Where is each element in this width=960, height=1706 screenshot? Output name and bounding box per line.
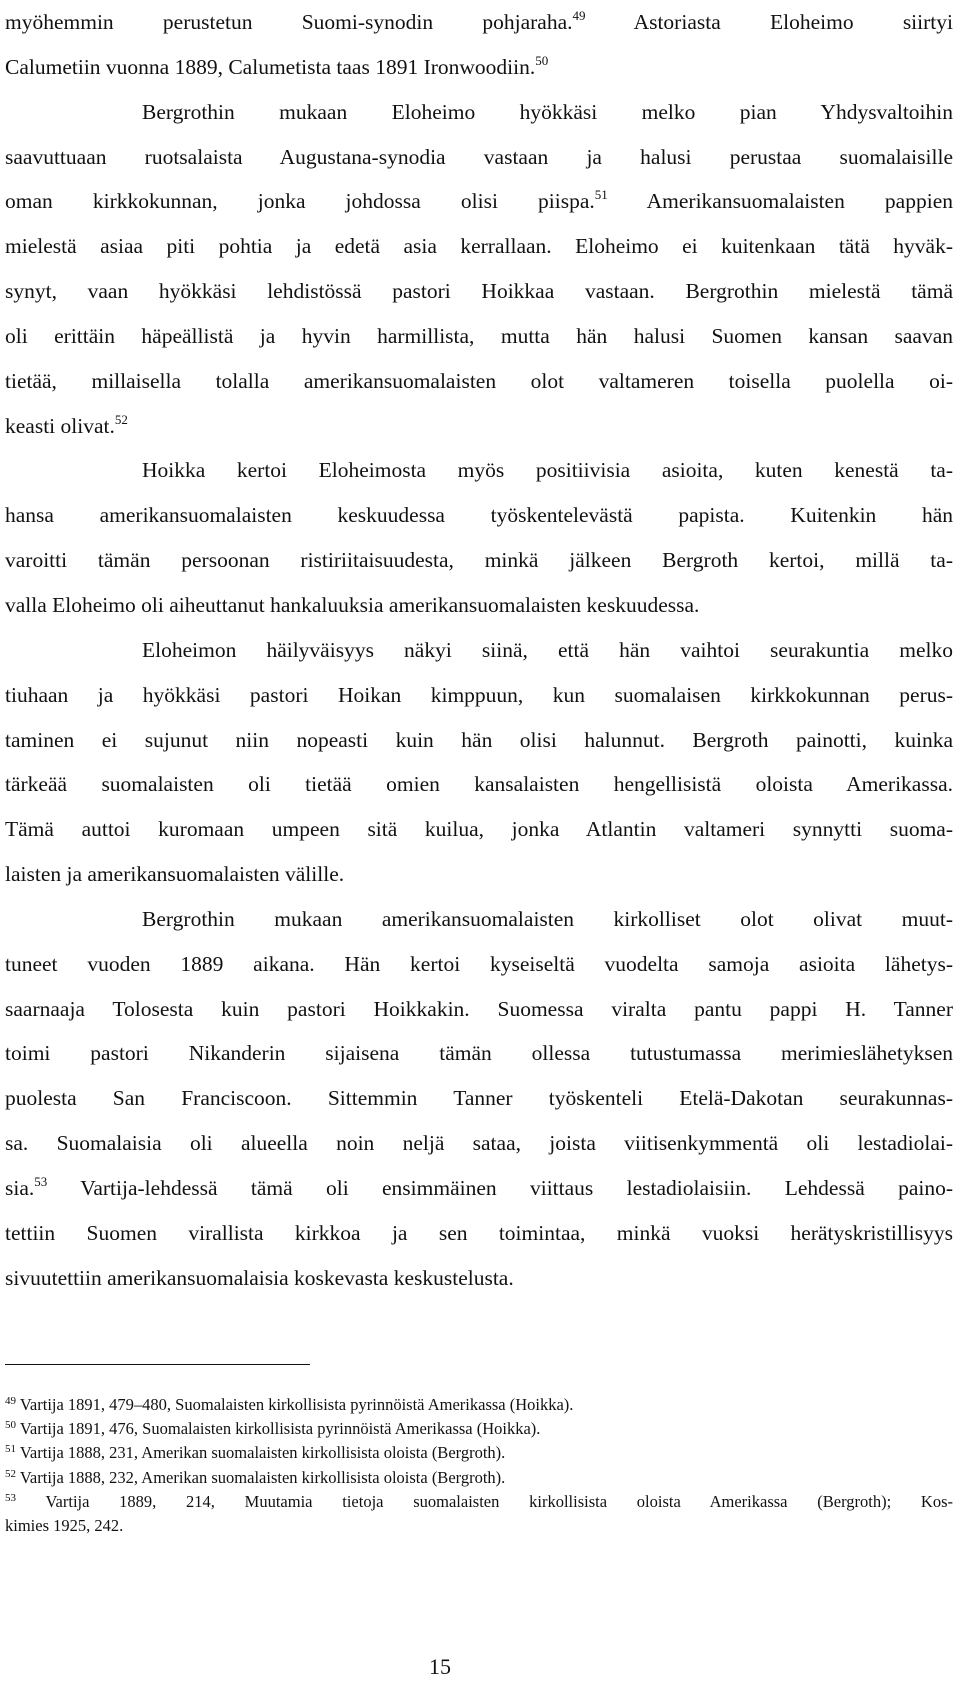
footnote-text: Vartija 1889, 214, Muutamia tietoja suomalaisten kirkollisista oloista Amerikassa (Bergroth); Kos-	[45, 1491, 953, 1511]
text-line	[5, 583, 953, 628]
footnote-53	[5, 1514, 953, 1538]
footnote-number: 49	[5, 1395, 16, 1407]
text-segment: saarnaaja Tolosesta kuin pastori Hoikkakin. Suomessa viralta pantu pappi H. Tanner	[5, 996, 953, 1021]
text-line	[5, 1031, 953, 1076]
text-line	[5, 852, 953, 897]
text-line	[5, 1256, 953, 1301]
footnote-number: 52	[5, 1467, 16, 1480]
footnote-49	[5, 1393, 953, 1417]
text-segment: Eloheimon häilyväisyys näkyi siinä, että hän vaihtoi seurakuntia melko	[142, 637, 953, 662]
footnote-51	[5, 1441, 953, 1465]
text-segment: valla Eloheimo oli aiheuttanut hankaluuksia amerikansuomalaisten keskuudessa.	[5, 592, 700, 617]
text-segment: Bergrothin mukaan amerikansuomalaisten kirkolliset olot olivat muut-	[142, 906, 953, 931]
text-line	[5, 1121, 953, 1166]
text-line	[5, 897, 953, 942]
text-line	[5, 314, 953, 359]
footnote-text: Vartija 1891, 479–480, Suomalaisten kirkollisista pyrinnöistä Amerikassa (Hoikka).	[19, 1395, 574, 1414]
text-line	[5, 0, 953, 45]
text-line	[5, 538, 953, 583]
text-segment: keasti olivat.	[5, 413, 115, 438]
footnote-separator	[5, 1364, 310, 1365]
footnote-text: kimies 1925, 242.	[5, 1515, 124, 1535]
footnote-reference[interactable]: 49	[572, 8, 586, 23]
text-line	[5, 987, 953, 1032]
text-line	[5, 1211, 953, 1256]
text-segment: myöhemmin perustetun Suomi-synodin pohjaraha.	[5, 10, 573, 34]
text-segment: sivuutettiin amerikansuomalaisia koskevasta keskustelusta.	[5, 1265, 514, 1290]
footnote-53	[5, 1490, 953, 1514]
text-segment: toimi pastori Nikanderin sijaisena tämän ollessa tutustumassa merimieslähetyksen	[5, 1041, 953, 1066]
text-segment: mielestä asiaa piti pohtia ja edetä asia kerrallaan. Eloheimo ei kuitenkaan tätä hyväk-	[5, 234, 953, 259]
text-segment: tettiin Suomen virallista kirkkoa ja sen toimintaa, minkä vuoksi herätyskristillisyys	[5, 1220, 953, 1245]
page-number: 15	[429, 1654, 451, 1679]
footnote-52	[5, 1466, 953, 1490]
footnote-reference[interactable]: 53	[34, 1173, 48, 1189]
text-line	[5, 1166, 953, 1211]
text-segment: puolesta San Franciscoon. Sittemmin Tanner työskenteli Etelä-Dakotan seurakunnas-	[5, 1086, 953, 1111]
text-line	[5, 493, 953, 538]
text-segment: tärkeää suomalaisten oli tietää omien kansalaisten hengellisistä oloista Amerikassa.	[5, 772, 953, 797]
text-segment: tuneet vuoden 1889 aikana. Hän kertoi kyseiseltä vuodelta samoja asioita lähetys-	[5, 951, 953, 976]
footnote-number: 53	[5, 1491, 16, 1504]
text-line	[5, 269, 953, 314]
footnotes	[5, 1393, 953, 1538]
text-segment: Astoriasta Eloheimo siirtyi	[585, 10, 953, 34]
text-segment: sia.	[5, 1175, 35, 1200]
text-segment: saavuttuaan ruotsalaista Augustana-synodia vastaan ja halusi perustaa suomalaisille	[5, 144, 953, 169]
footnote-reference[interactable]: 50	[535, 52, 549, 68]
text-line	[5, 1076, 953, 1121]
text-segment: taminen ei sujunut niin nopeasti kuin hän olisi halunnut. Bergroth painotti, kuinka	[5, 727, 953, 752]
text-line	[5, 359, 953, 404]
footnote-50	[5, 1417, 953, 1441]
text-line	[5, 224, 953, 269]
text-segment: laisten ja amerikansuomalaisten välille.	[5, 862, 345, 887]
footnote-text: Vartija 1888, 232, Amerikan suomalaisten kirkollisista oloista (Bergroth).	[19, 1467, 506, 1487]
text-line	[5, 807, 953, 852]
footnote-text: Vartija 1888, 231, Amerikan suomalaisten kirkollisista oloista (Bergroth).	[19, 1443, 506, 1463]
text-line	[5, 762, 953, 807]
text-segment: varoitti tämän persoonan ristiriitaisuudesta, minkä jälkeen Bergroth kertoi, millä ta-	[5, 548, 953, 573]
text-segment: Hoikka kertoi Eloheimosta myös positiivisia asioita, kuten kenestä ta-	[142, 458, 953, 483]
text-segment: sa. Suomalaisia oli alueella noin neljä sataa, joista viitisenkymmentä oli lestadiolai-	[5, 1131, 953, 1156]
footnote-reference[interactable]: 52	[114, 411, 128, 427]
text-line	[5, 628, 953, 673]
footnote-text: Vartija 1891, 476, Suomalaisten kirkollisista pyrinnöistä Amerikassa (Hoikka).	[19, 1419, 541, 1439]
text-line	[5, 404, 953, 449]
footnote-reference[interactable]: 51	[594, 187, 608, 203]
text-line	[5, 673, 953, 718]
text-line	[5, 942, 953, 987]
text-segment: Tämä auttoi kuromaan umpeen sitä kuilua, jonka Atlantin valtameri synnytti suoma-	[5, 817, 953, 842]
text-segment: Vartija-lehdessä tämä oli ensimmäinen viittaus lestadiolaisiin. Lehdessä paino-	[47, 1175, 953, 1200]
footnote-number: 50	[5, 1419, 16, 1432]
text-segment: tietää, millaisella tolalla amerikansuomalaisten olot valtameren toisella puolella oi-	[5, 368, 953, 393]
text-segment: oli erittäin häpeällistä ja hyvin harmillista, mutta hän halusi Suomen kansan saavan	[5, 323, 953, 348]
text-line	[5, 718, 953, 763]
text-line	[5, 45, 953, 90]
text-segment: hansa amerikansuomalaisten keskuudessa työskentelevästä papista. Kuitenkin hän	[5, 503, 953, 528]
text-line	[5, 135, 953, 180]
text-line	[5, 448, 953, 493]
text-segment: Calumetiin vuonna 1889, Calumetista taas 1891 Ironwoodiin.	[5, 54, 536, 79]
text-segment: synyt, vaan hyökkäsi lehdistössä pastori Hoikkaa vastaan. Bergrothin mielestä tämä	[5, 279, 953, 304]
text-segment: oman kirkkokunnan, jonka johdossa olisi piispa.	[5, 189, 595, 214]
text-line	[5, 179, 953, 224]
text-segment: Amerikansuomalaisten pappien	[607, 189, 953, 214]
text-segment: tiuhaan ja hyökkäsi pastori Hoikan kimppuun, kun suomalaisen kirkkokunnan perus-	[5, 682, 953, 707]
footnote-number: 51	[5, 1443, 16, 1456]
body-text	[5, 0, 953, 1300]
text-segment: Bergrothin mukaan Eloheimo hyökkäsi melko pian Yhdysvaltoihin	[142, 99, 953, 124]
text-line	[5, 90, 953, 135]
